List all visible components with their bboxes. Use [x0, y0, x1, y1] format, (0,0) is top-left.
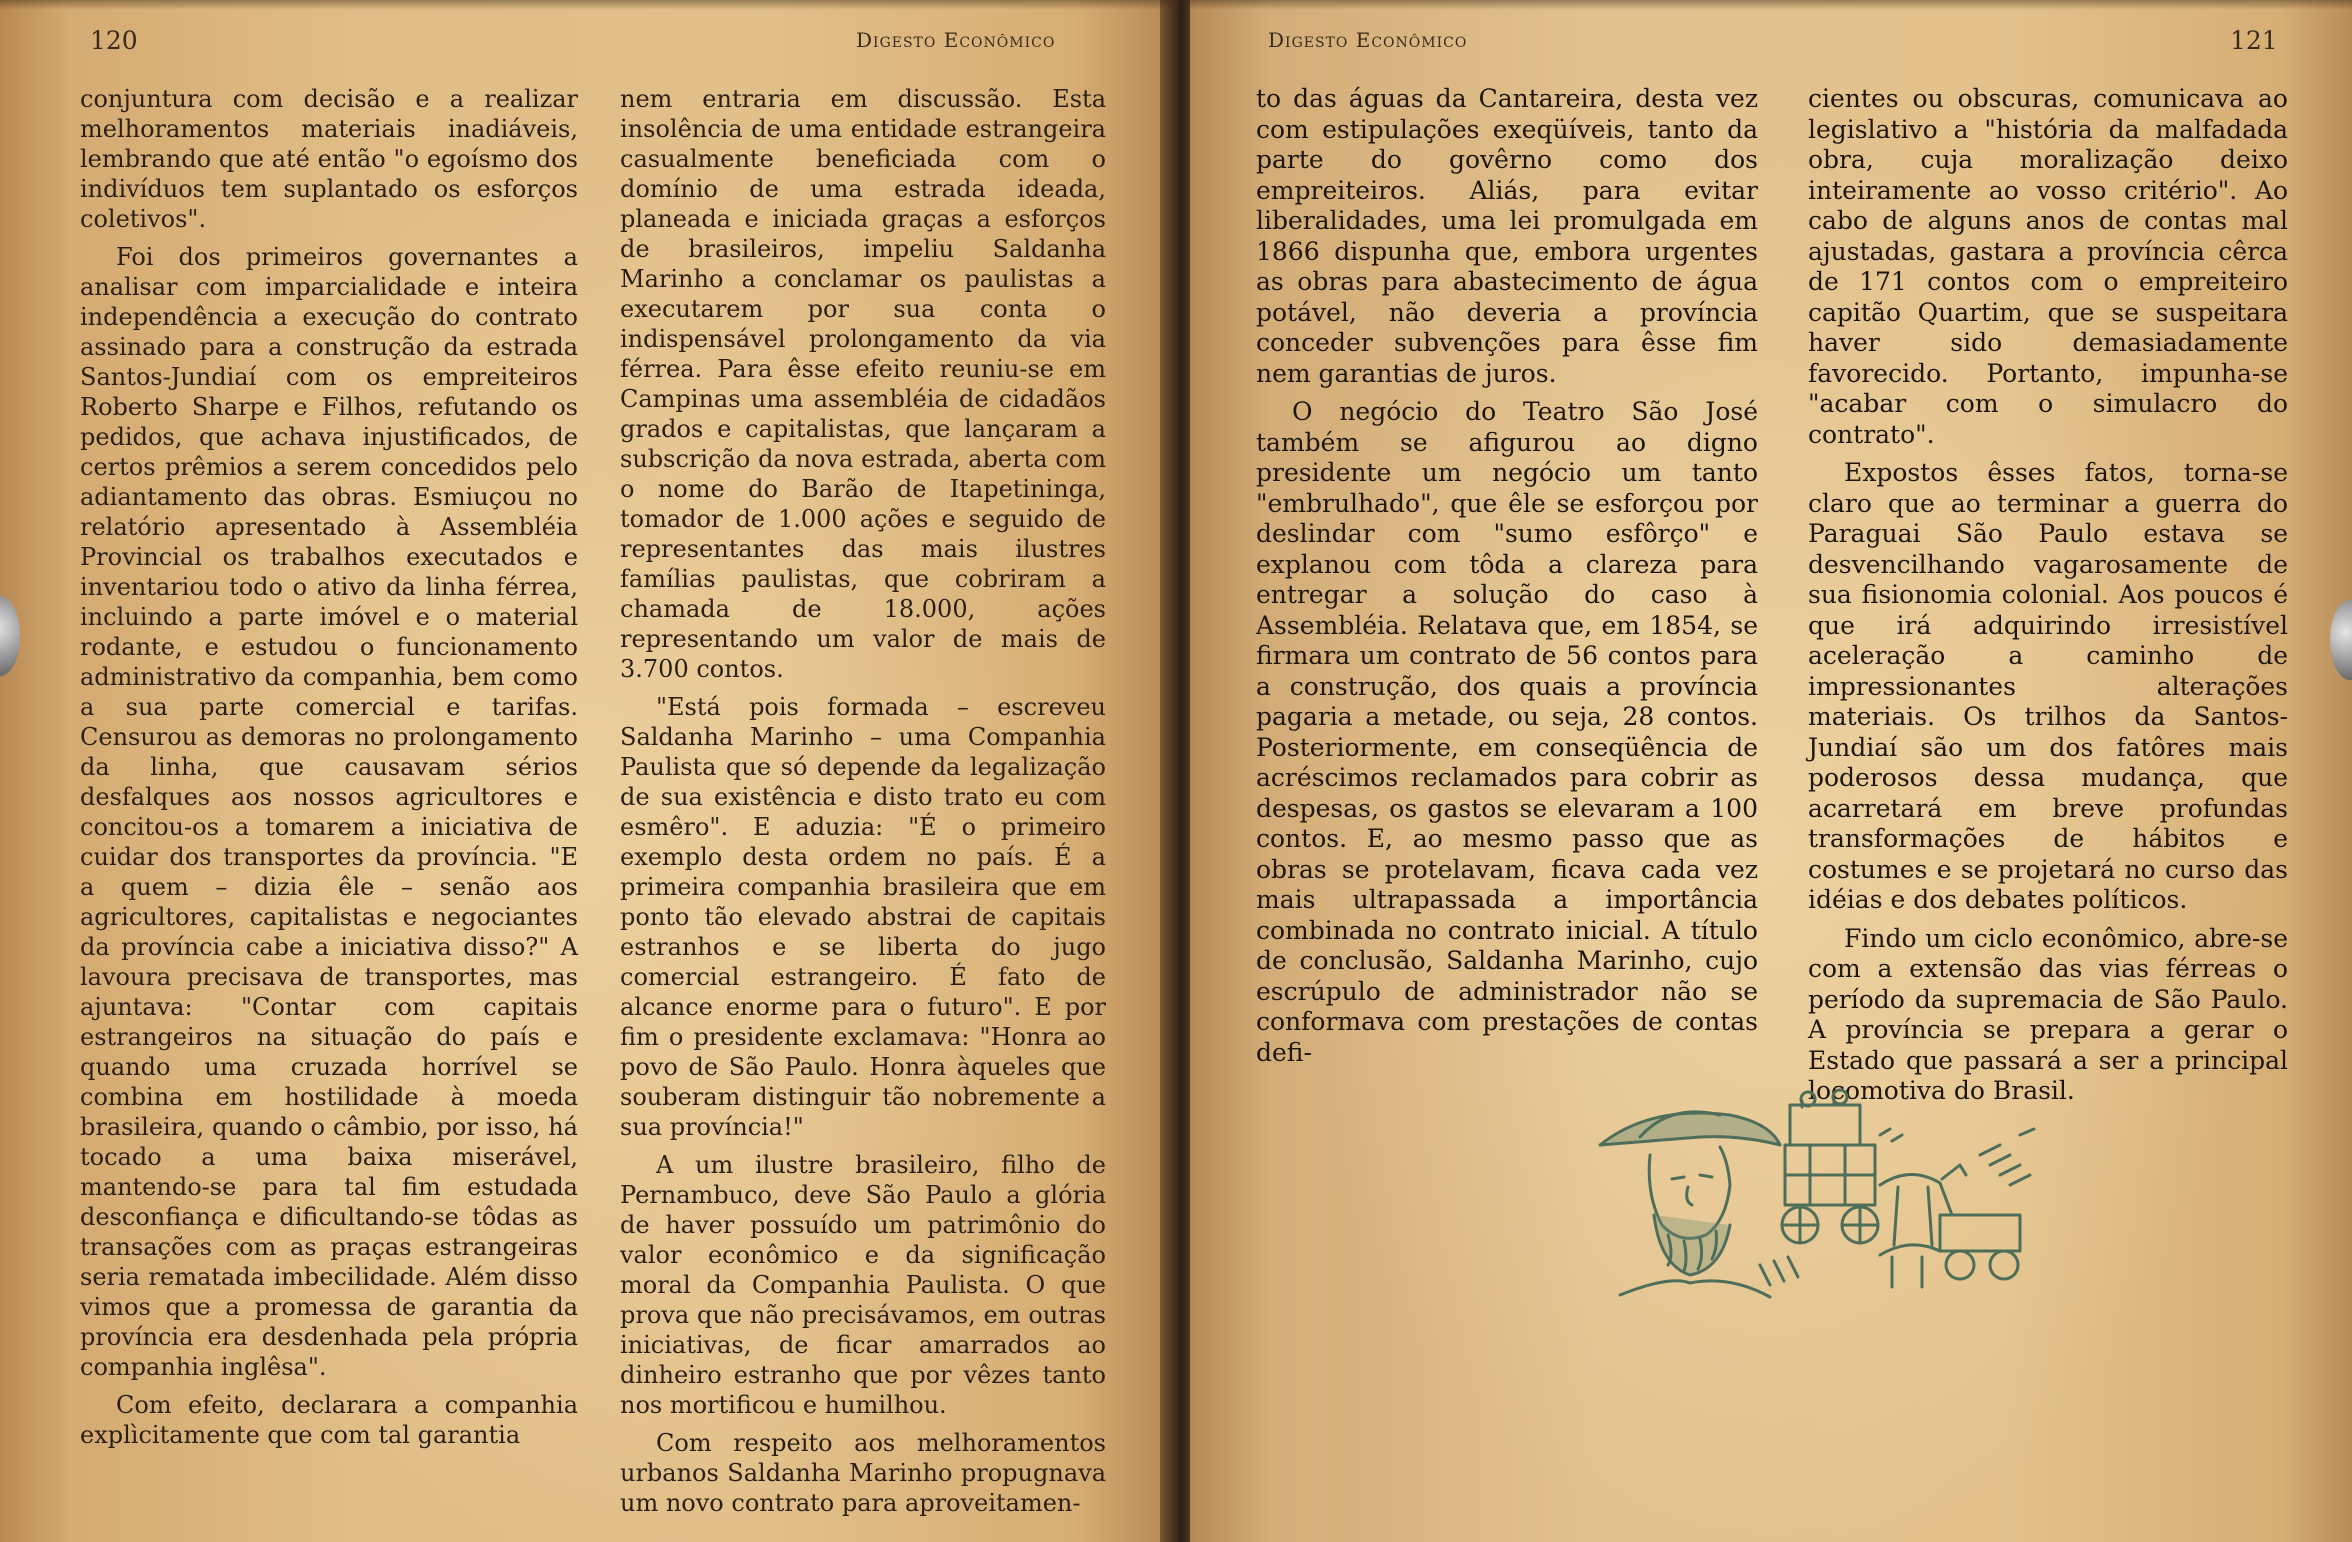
- paragraph: O negócio do Teatro São José também se afigurou ao digno presidente um negócio um tanto "embrulhado", que êle se esforçou por deslindar com "sumo esfôrço" e explanou com tôda a clareza para entregar a solução do caso à Assembléia. Relatava que, em 1854, se firmara um contrato de 56 contos para a construção, dos quais a província pagaria a metade, ou seja, 28 contos. Posteriormente, em conseqüência de acréscimos reclamados para cobrir as despesas, os gastos se elevaram a 100 contos. E, ao mesmo passo que as obras se protelavam, ficava cada vez mais ultrapassada a importância combinada no contrato inicial. A título de conclusão, Saldanha Marinho, cujo escrúpulo de administrador não se conformava com prestações de contas defi-: [1256, 397, 1758, 1067]
- binding-rivet-left: [0, 596, 20, 676]
- right-page: [1190, 0, 2352, 1542]
- paragraph: cientes ou obscuras, comunicava ao legislativo a "história da malfadada obra, cuja moralização deixo inteiramente ao vosso critério". Ao cabo de alguns anos de contas mal ajustadas, gastara a província cêrca de 171 contos com o empreiteiro capitão Quartim, que se suspeitara haver sido demasiadamente favorecido. Portanto, impunha-se "acabar com o simulacro do contrato".: [1808, 84, 2288, 449]
- page-number-right: 121: [2230, 26, 2278, 55]
- paragraph: A um ilustre brasileiro, filho de Pernambuco, deve São Paulo a glória de haver possuído um patrimônio do valor econômico e da significação moral da Companhia Paulista. O que prova que não precisávamos, em outras iniciativas, de ficar amarrados ao dinheiro estranho que por vêzes tanto nos mortificou e humilhou.: [620, 1151, 1106, 1419]
- right-column-2: [1808, 84, 2288, 1115]
- running-head-left: Digesto Econômico: [856, 28, 1056, 52]
- paragraph: conjuntura com decisão e a realizar melhoramentos materiais inadiáveis, lembrando que até então "o egoísmo dos indivíduos tem suplantado os esforços coletivos".: [80, 85, 578, 233]
- paragraph: "Está pois formada – escreveu Saldanha Marinho – uma Companhia Paulista que só depende da legalização de sua existência e disto trato eu com esmêro". E aduzia: "É o primeiro exemplo desta ordem no país. É a primeira companhia brasileira que em ponto tão elevado abstrai de capitais estranhos e se liberta do jugo comercial estrangeiro. É fato de alcance enorme para o futuro". E por fim o presidente exclamava: "Honra ao povo de São Paulo. Honra àqueles que souberam distinguir tão nobremente a sua província!": [620, 693, 1106, 1141]
- paragraph: Com efeito, declarara a companhia explìcitamente que com tal garantia: [80, 1391, 578, 1449]
- left-column-2: [620, 84, 1106, 1526]
- binding-rivet-right: [2330, 600, 2352, 680]
- page-number-left: 120: [90, 26, 138, 55]
- right-column-1: [1256, 84, 1758, 1076]
- left-page: [0, 0, 1168, 1542]
- paragraph: Com respeito aos melhoramentos urbanos Saldanha Marinho propugnava um novo contrato para aproveitamen-: [620, 1429, 1106, 1517]
- left-column-1: [80, 84, 578, 1458]
- paragraph: Findo um ciclo econômico, abre-se com a extensão das vias férreas o período da supremacia de São Paulo. A província se prepara a gerar o Estado que passará a ser a principal locomotiva do Brasil.: [1808, 923, 2288, 1105]
- paragraph: nem entraria em discussão. Esta insolência de uma entidade estrangeira casualmente beneficiada com o domínio de uma estrada ideada, planeada e iniciada graças a esforços de brasileiros, impeliu Saldanha Marinho a conclamar os paulistas a executarem por sua conta o indispensável prolongamento da via férrea. Para êsse efeito reuniu-se em Campinas uma assembléia de cidadãos grados e capitalistas, que lançaram a subscrição da nova estrada, aberta com o nome do Barão de Itapetininga, tomador de 1.000 ações e seguido de representantes das mais ilustres famílias paulistas, que cobriram a chamada de 18.000, ações representando um valor de mais de 3.700 contos.: [620, 85, 1106, 683]
- paragraph: to das águas da Cantareira, desta vez com estipulações exeqüíveis, tanto da parte do govêrno como dos empreiteiros. Aliás, para evitar liberalidades, uma lei promulgada em 1866 dispunha que, embora urgentes as obras para abastecimento de água potável, não deveria a província conceder subvenções para êsse fim nem garantias de juros.: [1256, 84, 1758, 388]
- railway-history-vignette-icon: [1580, 1075, 2060, 1325]
- paragraph: Foi dos primeiros governantes a analisar com imparcialidade e inteira independência a execução do contrato assinado para a construção da estrada Santos-Jundiaí com os empreiteiros Roberto Sharpe e Filhos, refutando os pedidos, que achava injustificados, de certos prêmios a serem concedidos pelo adiantamento das obras. Esmiuçou no relatório apresentado à Assembléia Provincial os trabalhos executados e inventariou todo o ativo da linha férrea, incluindo a parte imóvel e o material rodante, e estudou o funcionamento administrativo da companhia, bem como a sua parte comercial e tarifas. Censurou as demoras no prolongamento da linha, que causavam sérios desfalques aos nossos agricultores e concitou-os a tomarem a iniciativa de cuidar dos transportes da província. "E a quem – dizia êle – senão aos agricultores, capitalistas e negociantes da província cabe a iniciativa disso?" A lavoura precisava de transportes, mas ajuntava: "Contar com capitais estrangeiros na situação do país e quando uma cruzada horrível se combina em hostilidade à moeda brasileira, quando o câmbio, por isso, há tocado a uma baixa miserável, mantendo-se para tal fim estudada desconfiança e dificultando-se tôdas as transações com as praças estrangeiras seria rematada imbecilidade. Além disso vimos que a promessa de garantia da província era desdenhada pela própria companhia inglêsa".: [80, 243, 578, 1381]
- page-shadow: [0, 0, 2352, 10]
- running-head-right: Digesto Econômico: [1268, 28, 1468, 52]
- paragraph: Expostos êsses fatos, torna-se claro que ao terminar a guerra do Paraguai São Paulo estava se desvencilhando vagarosamente de sua fisionomia colonial. Aos poucos é que irá adquirindo irresistível aceleração a caminho de impressionantes alterações materiais. Os trilhos da Santos-Jundiaí são um dos fatôres mais poderosos dessa mudança, que acarretará em breve profundas transformações de hábitos e costumes e se projetará no curso das idéias e dos debates políticos.: [1808, 458, 2288, 914]
